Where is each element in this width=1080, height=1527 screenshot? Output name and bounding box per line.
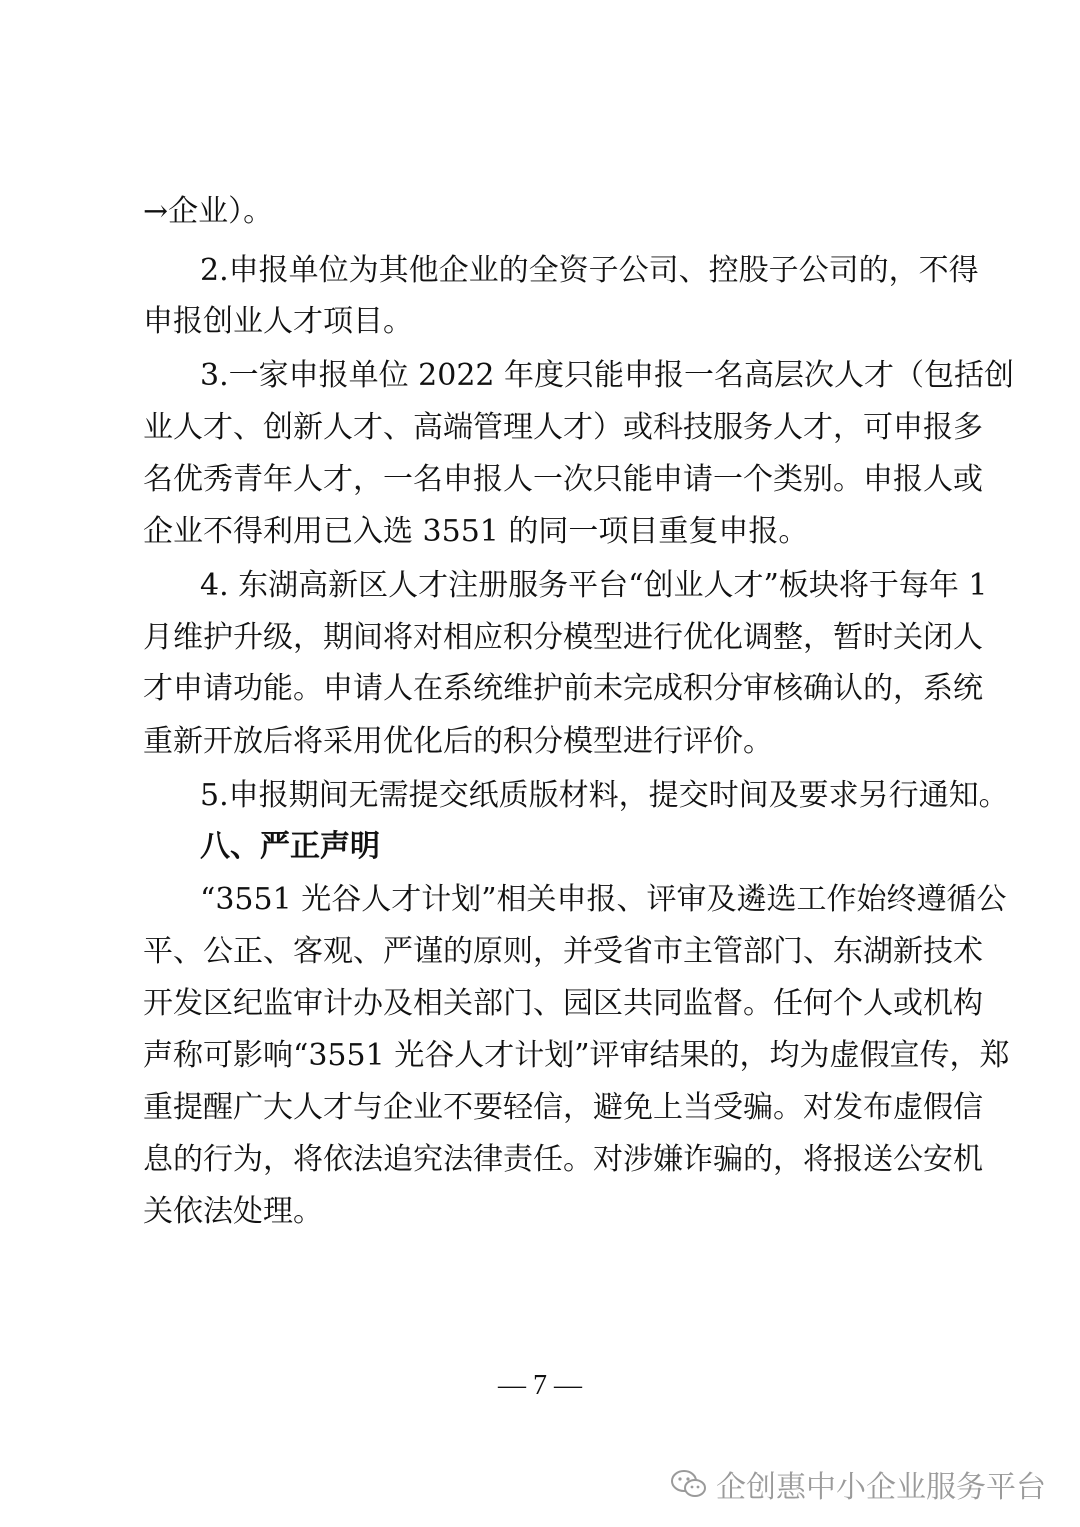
text-line: 重新开放后将采用优化后的积分模型进行评价。 [143,724,773,759]
wechat-icon [670,1469,708,1499]
watermark-text: 企创惠中小企业服务平台 [716,1470,1046,1505]
text-line: 4. 东湖高新区人才注册服务平台“创业人才”板块将于每年 1 [200,568,988,603]
text-line: →企业）。 [143,194,274,229]
text-line: 申报创业人才项目。 [143,304,413,339]
text-line: 月维护升级，期间将对相应积分模型进行优化调整，暂时关闭人 [143,620,983,655]
text-line: “3551 光谷人才计划”相关申报、评审及遴选工作始终遵循公 [200,882,1007,917]
text-line: 才申请功能。申请人在系统维护前未完成积分审核确认的，系统 [143,671,983,706]
text-line: 企业不得利用已入选 3551 的同一项目重复申报。 [143,514,809,549]
section-heading: 八、严正声明 [200,829,380,864]
text-line: 5.申报期间无需提交纸质版材料，提交时间及要求另行通知。 [200,778,1009,813]
text-line: 声称可影响“3551 光谷人才计划”评审结果的，均为虚假宣传，郑 [143,1038,1010,1073]
text-line: 业人才、创新人才、高端管理人才）或科技服务人才，可申报多 [143,410,983,445]
text-line: 开发区纪监审计办及相关部门、园区共同监督。任何个人或机构 [143,986,983,1021]
text-line: 关依法处理。 [143,1194,323,1229]
text-line: 2.申报单位为其他企业的全资子公司、控股子公司的，不得 [200,253,979,288]
text-line: 重提醒广大人才与企业不要轻信，避免上当受骗。对发布虚假信 [143,1090,983,1125]
watermark [670,1464,1046,1504]
text-line: 名优秀青年人才，一名申报人一次只能申请一个类别。申报人或 [143,462,983,497]
text-line: 平、公正、客观、严谨的原则，并受省市主管部门、东湖新技术 [143,934,983,969]
text-line: 息的行为，将依法追究法律责任。对涉嫌诈骗的，将报送公安机 [143,1142,983,1177]
page-number: — 7 — [498,1370,582,1401]
text-line: 3.一家申报单位 2022 年度只能申报一名高层次人才（包括创 [200,358,1015,393]
